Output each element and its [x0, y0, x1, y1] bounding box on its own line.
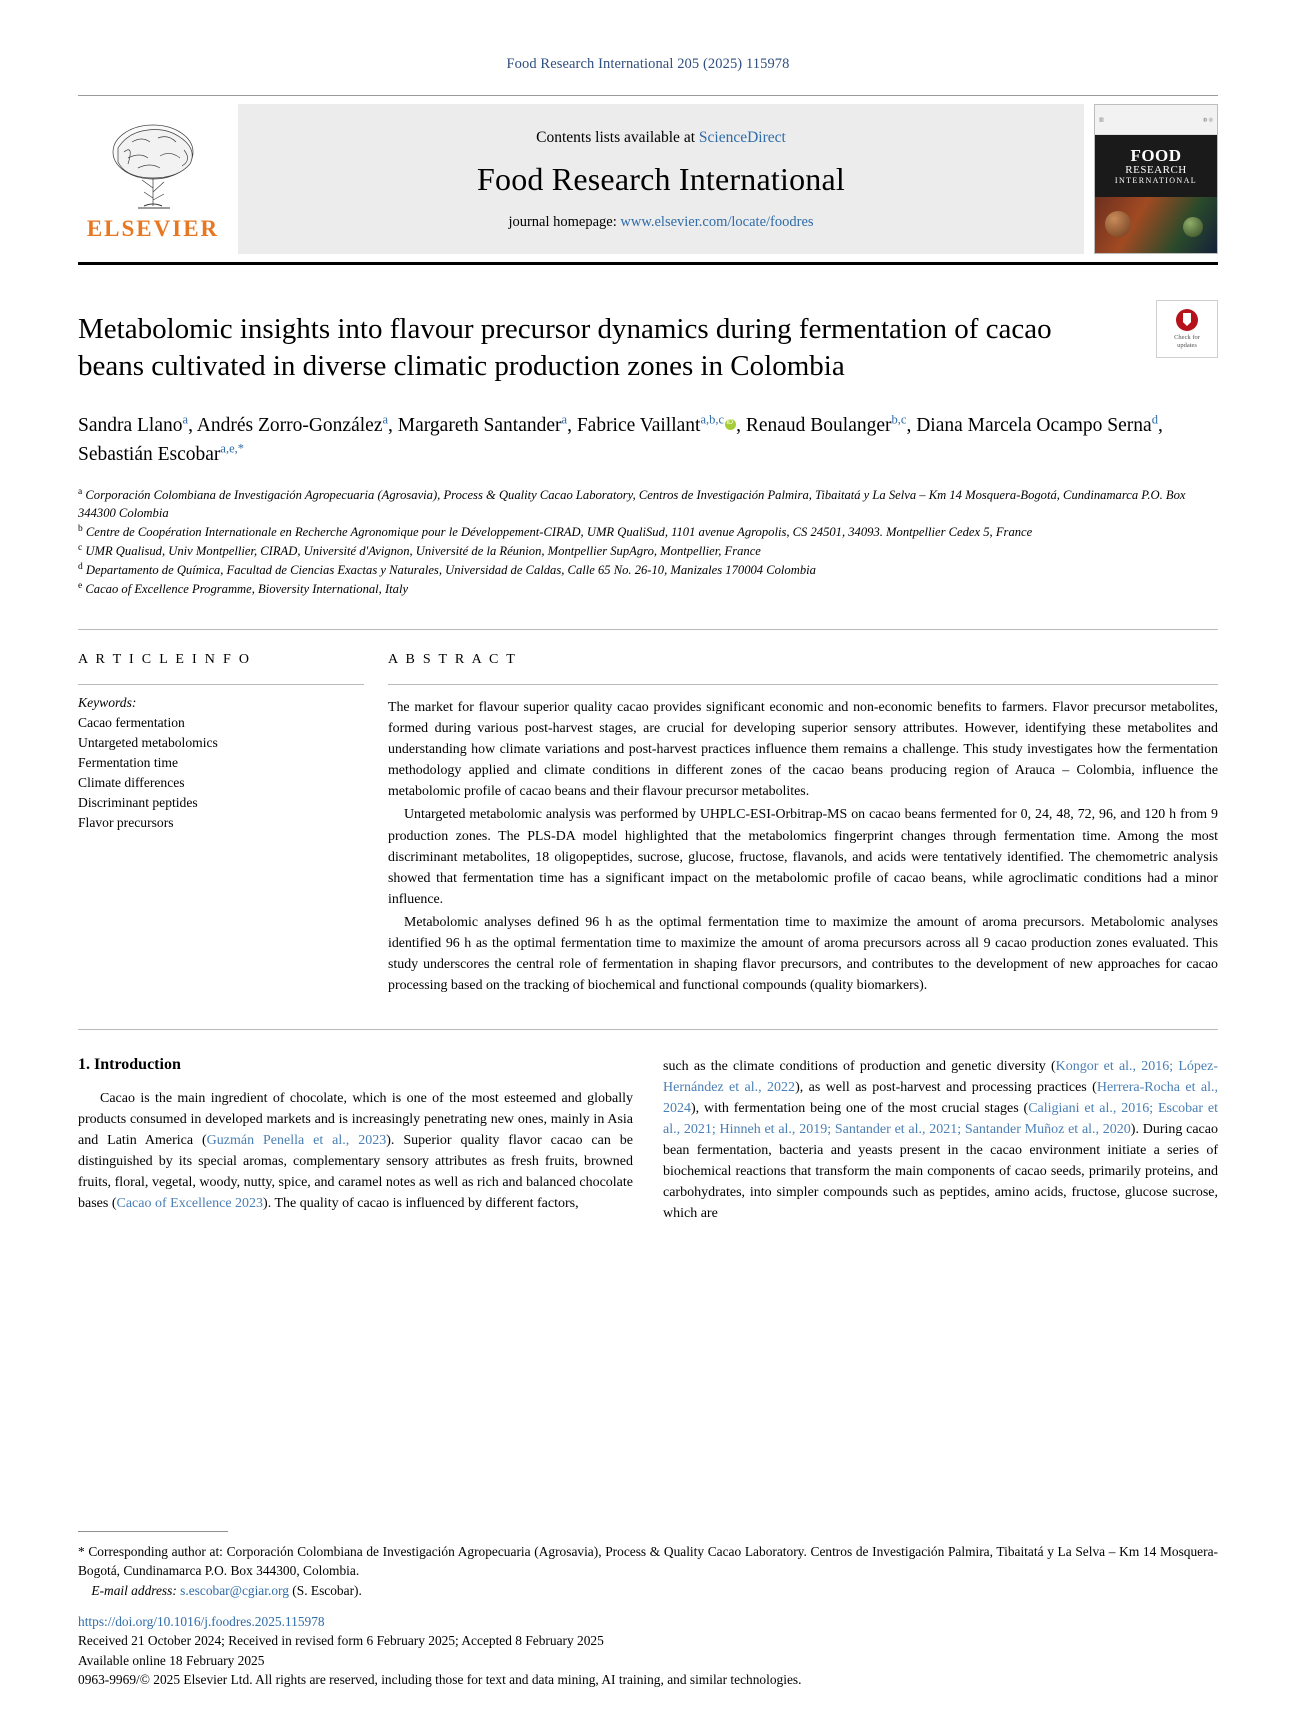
affiliation-item [78, 486, 1218, 523]
elsevier-wordmark: ELSEVIER [86, 216, 220, 241]
cover-barcode-icon: ▥ [1099, 117, 1104, 123]
affiliation-text: UMR Qualisud, Univ Montpellier, CIRAD, Université d'Avignon, Université de la Réunion, Montpellier SupAgro, Montpellier, France [85, 543, 761, 558]
author: Margareth Santander$^a$, [397, 412, 577, 436]
email-label: E-mail address: [91, 1582, 177, 1598]
author-affiliation-marker: a [182, 412, 189, 427]
homepage-prefix: journal homepage: [508, 214, 621, 230]
cover-title-line3: INTERNATIONAL [1114, 175, 1198, 185]
author-affiliation-marker: a [382, 412, 389, 427]
elsevier-tree-icon [98, 118, 208, 214]
footnote-divider [78, 1531, 228, 1532]
affiliations [78, 486, 1218, 599]
author-affiliation-marker: a [561, 412, 568, 427]
keyword: Discriminant peptides [78, 794, 198, 810]
journal-title: Food Research International [477, 161, 845, 197]
author [78, 441, 245, 466]
affiliation-marker: b [78, 523, 83, 534]
affiliation-text: Cacao of Excellence Programme, Bioversity International, Italy [85, 581, 409, 596]
info-abstract-block [78, 629, 1218, 999]
page-title: Metabolomic insights into flavour precursor dynamics during fermentation of cacao beans cultivated in diverse climatic production zones in Colombia [78, 313, 1052, 382]
intro-text: such as the climate conditions of production and genetic diversity ( [663, 1058, 1056, 1074]
crossmark-badge[interactable] [1156, 300, 1218, 358]
author-name: Fabrice Vaillant [576, 414, 701, 436]
affiliation-text: Corporación Colombiana de Investigación Agropecuaria (Agrosavia), Process & Quality Cacao Laboratory, Centros de Investigación Palmira, Tibaitatá y La Selva – Km 14 Mosquera-Bogotá, Cundinamarca P.O. Box 344300 Colombia [78, 487, 1186, 520]
body-column-right [663, 1056, 1218, 1224]
abstract-heading: A B S T R A C T [388, 651, 518, 667]
crossmark-line1: Check for [1174, 334, 1200, 342]
cover-header-strip [1095, 105, 1217, 135]
author: Fabrice Vaillant$^{a,b,c}$ iD , [577, 415, 746, 436]
cover-photo [1095, 197, 1217, 253]
affiliation-marker: c [78, 542, 83, 553]
article-info-heading: A R T I C L E I N F O [78, 651, 252, 667]
author-affiliation-marker: a,b,c [700, 412, 725, 427]
keyword: Fermentation time [78, 754, 179, 770]
intro-text: ), with fermentation being one of the most crucial stages ( [691, 1100, 1029, 1116]
cover-title-block [1095, 135, 1217, 197]
journal-homepage-link[interactable]: www.elsevier.com/locate/foodres [620, 214, 814, 230]
journal-masthead [78, 95, 1218, 265]
cover-logos-icon: ◍ ◎ [1203, 117, 1213, 123]
author-name: Sandra Llano [78, 414, 183, 436]
intro-text: ). The quality of cacao is influenced by different factors, [263, 1195, 579, 1211]
keyword: Climate differences [78, 774, 185, 790]
cover-title-line2: RESEARCH [1125, 163, 1187, 176]
author-affiliation-marker: a,e,* [220, 441, 245, 456]
body-column-left [78, 1056, 633, 1224]
author: Sandra Llano$^a$, [78, 412, 197, 436]
affiliation-text: Departamento de Química, Facultad de Ciencias Exactas y Naturales, Universidad de Caldas, Calle 65 No. 26-10, Manizales 170004 Colombia [85, 562, 816, 577]
author-name: Andrés Zorro-González [196, 414, 383, 436]
abstract-paragraph: Untargeted metabolomic analysis was performed by UHPLC-ESI-Orbitrap-MS on cacao beans fermented for 0, 24, 48, 72, 96, and 120 h from 9 production zones. The PLS-DA model highlighted that the metabolomics fingerprint changes through fermentation time. Among the most discriminant metabolites, 18 oligopeptides, sucrose, glucose, fructose, flavanols, and acids were tentatively identified. The chemometric analysis showed that fermentation time has a significant impact on the metabolomic profile of cacao beans, while agroclimatic conditions had a minor influence. [388, 807, 1218, 907]
intro-text: Cacao is the main ingredient of chocolate, which is one of the most esteemed and globally products consumed in developed markets and is increasingly penetrating new ones, mainly in Asia and Latin America ( [78, 1090, 633, 1148]
crossmark-line2: updates [1177, 341, 1197, 349]
intro-text: ). Superior quality flavor cacao can be distinguished by its special aromas, complementary sensory attributes as fresh fruits, browned fruits, floral, vegetal, woody, nutty, spice, and caramel notes as well as rich and balanced chocolate bases ( [78, 1132, 633, 1211]
citation-link[interactable]: Cacao of Excellence 2023 [116, 1195, 264, 1211]
author-name: Diana Marcela Ocampo Serna [916, 414, 1152, 436]
intro-text: ). During cacao bean fermentation, bacteria and yeasts present in the cacao environment initiate a series of biochemical reactions that transform the main components of cacao seeds, primarily proteins, and carbohydrates, into simpler compounds such as peptides, amino acids, fructose, glucose sucrose, which are [663, 1121, 1218, 1221]
doi-link[interactable]: https://doi.org/10.1016/j.foodres.2025.115978 [78, 1614, 325, 1630]
affiliation-marker: e [78, 580, 83, 591]
email-owner: (S. Escobar). [292, 1582, 362, 1598]
citation-link[interactable]: Guzmán Penella et al., 2023 [206, 1132, 387, 1148]
page-footer [78, 1531, 1218, 1690]
author: Renaud Boulanger$^{b,c}$, [745, 412, 917, 436]
available-online: Available online 18 February 2025 [78, 1652, 265, 1668]
author-affiliation-marker: b,c [891, 412, 907, 427]
abstract-paragraph: The market for flavour superior quality cacao provides significant economic and non-economic benefits to farmers. Flavor precursor metabolites, formed during various post-harvest stages, are crucial for developing superior sensory attributes. However, identifying these metabolites and understanding how climate variations and post-harvest practices influence them remains a challenge. This study investigates how the fermentation methodology applied and climate conditions in different zones of the cacao beans producing region of Arauca – Colombia, influence the metabolomic profile of cacao beans and their flavour precursor metabolites. [388, 699, 1218, 800]
email-link[interactable]: s.escobar@cgiar.org [180, 1582, 289, 1598]
author: Diana Marcela Ocampo Serna$^d$, [916, 412, 1163, 436]
intro-paragraph-left [78, 1088, 633, 1214]
divider [388, 684, 1218, 685]
elsevier-logo [78, 104, 228, 254]
affiliation-item [78, 542, 1218, 561]
doi-link-wrapper[interactable] [78, 1614, 1218, 1630]
intro-text: ), as well as post-harvest and processing practices ( [795, 1079, 1097, 1095]
affiliation-item [78, 523, 1218, 542]
affiliation-marker: a [78, 486, 83, 497]
keyword: Flavor precursors [78, 814, 174, 830]
divider [78, 684, 364, 685]
article-info-column [78, 652, 388, 999]
citation-link[interactable]: Herrera-Rocha et al., 2024 [663, 1079, 1219, 1116]
body-columns [78, 1056, 1218, 1224]
abstract-column [388, 652, 1218, 999]
citation-link[interactable]: Kongor et al., 2016; López-Hernández et al., 2022 [663, 1058, 1218, 1095]
keywords-label: Keywords: [78, 694, 137, 710]
affiliation-marker: d [78, 561, 83, 572]
sciencedirect-link[interactable]: ScienceDirect [698, 129, 786, 146]
author: Andrés Zorro-González$^a$, [196, 412, 398, 436]
author-name: Renaud Boulanger [745, 414, 892, 436]
author-list [78, 410, 1218, 470]
section-heading-introduction: 1. Introduction [78, 1055, 181, 1073]
author-name: Margareth Santander [397, 414, 562, 436]
citation-link[interactable]: Caligiani et al., 2016; Escobar et al., 2021; Hinneh et al., 2019; Santander et al., 2021; Santander Muñoz et al., 2020 [663, 1100, 1218, 1137]
homepage-line [508, 214, 813, 231]
author-name: Sebastián Escobar [78, 444, 221, 466]
keyword: Untargeted metabolomics [78, 734, 218, 750]
running-head: Food Research International 205 (2025) 115978 [506, 56, 790, 72]
received-dates: Received 21 October 2024; Received in revised form 6 February 2025; Accepted 8 February 2025 [78, 1633, 604, 1649]
affiliation-item [78, 580, 1218, 599]
copyright-line: 0963-9969/© 2025 Elsevier Ltd. All rights are reserved, including those for text and data mining, AI training, and similar technologies. [78, 1672, 802, 1688]
keyword: Cacao fermentation [78, 714, 185, 730]
author-affiliation-marker: d [1151, 412, 1158, 427]
email-line [78, 1581, 1218, 1601]
divider [78, 1029, 1218, 1030]
orcid-icon[interactable] [725, 419, 736, 430]
crossmark-icon [1176, 309, 1198, 331]
contents-line [536, 129, 786, 147]
abstract-paragraph: Metabolomic analyses defined 96 h as the optimal fermentation time to maximize the amount of aroma precursors. Metabolomic analyses identified 96 h as the optimal fermentation time to maximize the amount of aroma precursors across all 9 cacao production zones evaluated. This study underscores the central role of fermentation in shaping flavor precursors, and contributes to the development of new approaches for cacao processing based on the tracking of biochemical and functional compounds (quality biomarkers). [388, 915, 1218, 994]
corresponding-author-note: * Corresponding author at: Corporación Colombiana de Investigación Agropecuaria (Agrosavia), Process & Quality Cacao Laboratory. Centros de Investigación Palmira, Tibaitatá y La Selva – Km 14 Mosquera-Bogotá, Cundinamarca P.O. Box 344300, Colombia. [78, 1543, 1218, 1579]
journal-cover-thumbnail [1094, 104, 1218, 254]
journal-band [238, 104, 1084, 254]
cover-title-line1: FOOD [1130, 146, 1182, 166]
affiliation-text: Centre de Coopération Internationale en Recherche Agronomique pour le Développement-CIRAD, UMR QualiSud, 1101 avenue Agropolis, CS 24501, 34093. Montpellier Cedex 5, France [85, 524, 1033, 539]
intro-paragraph-right [663, 1056, 1218, 1224]
affiliation-item [78, 561, 1218, 580]
contents-prefix: Contents lists available at [536, 129, 699, 146]
